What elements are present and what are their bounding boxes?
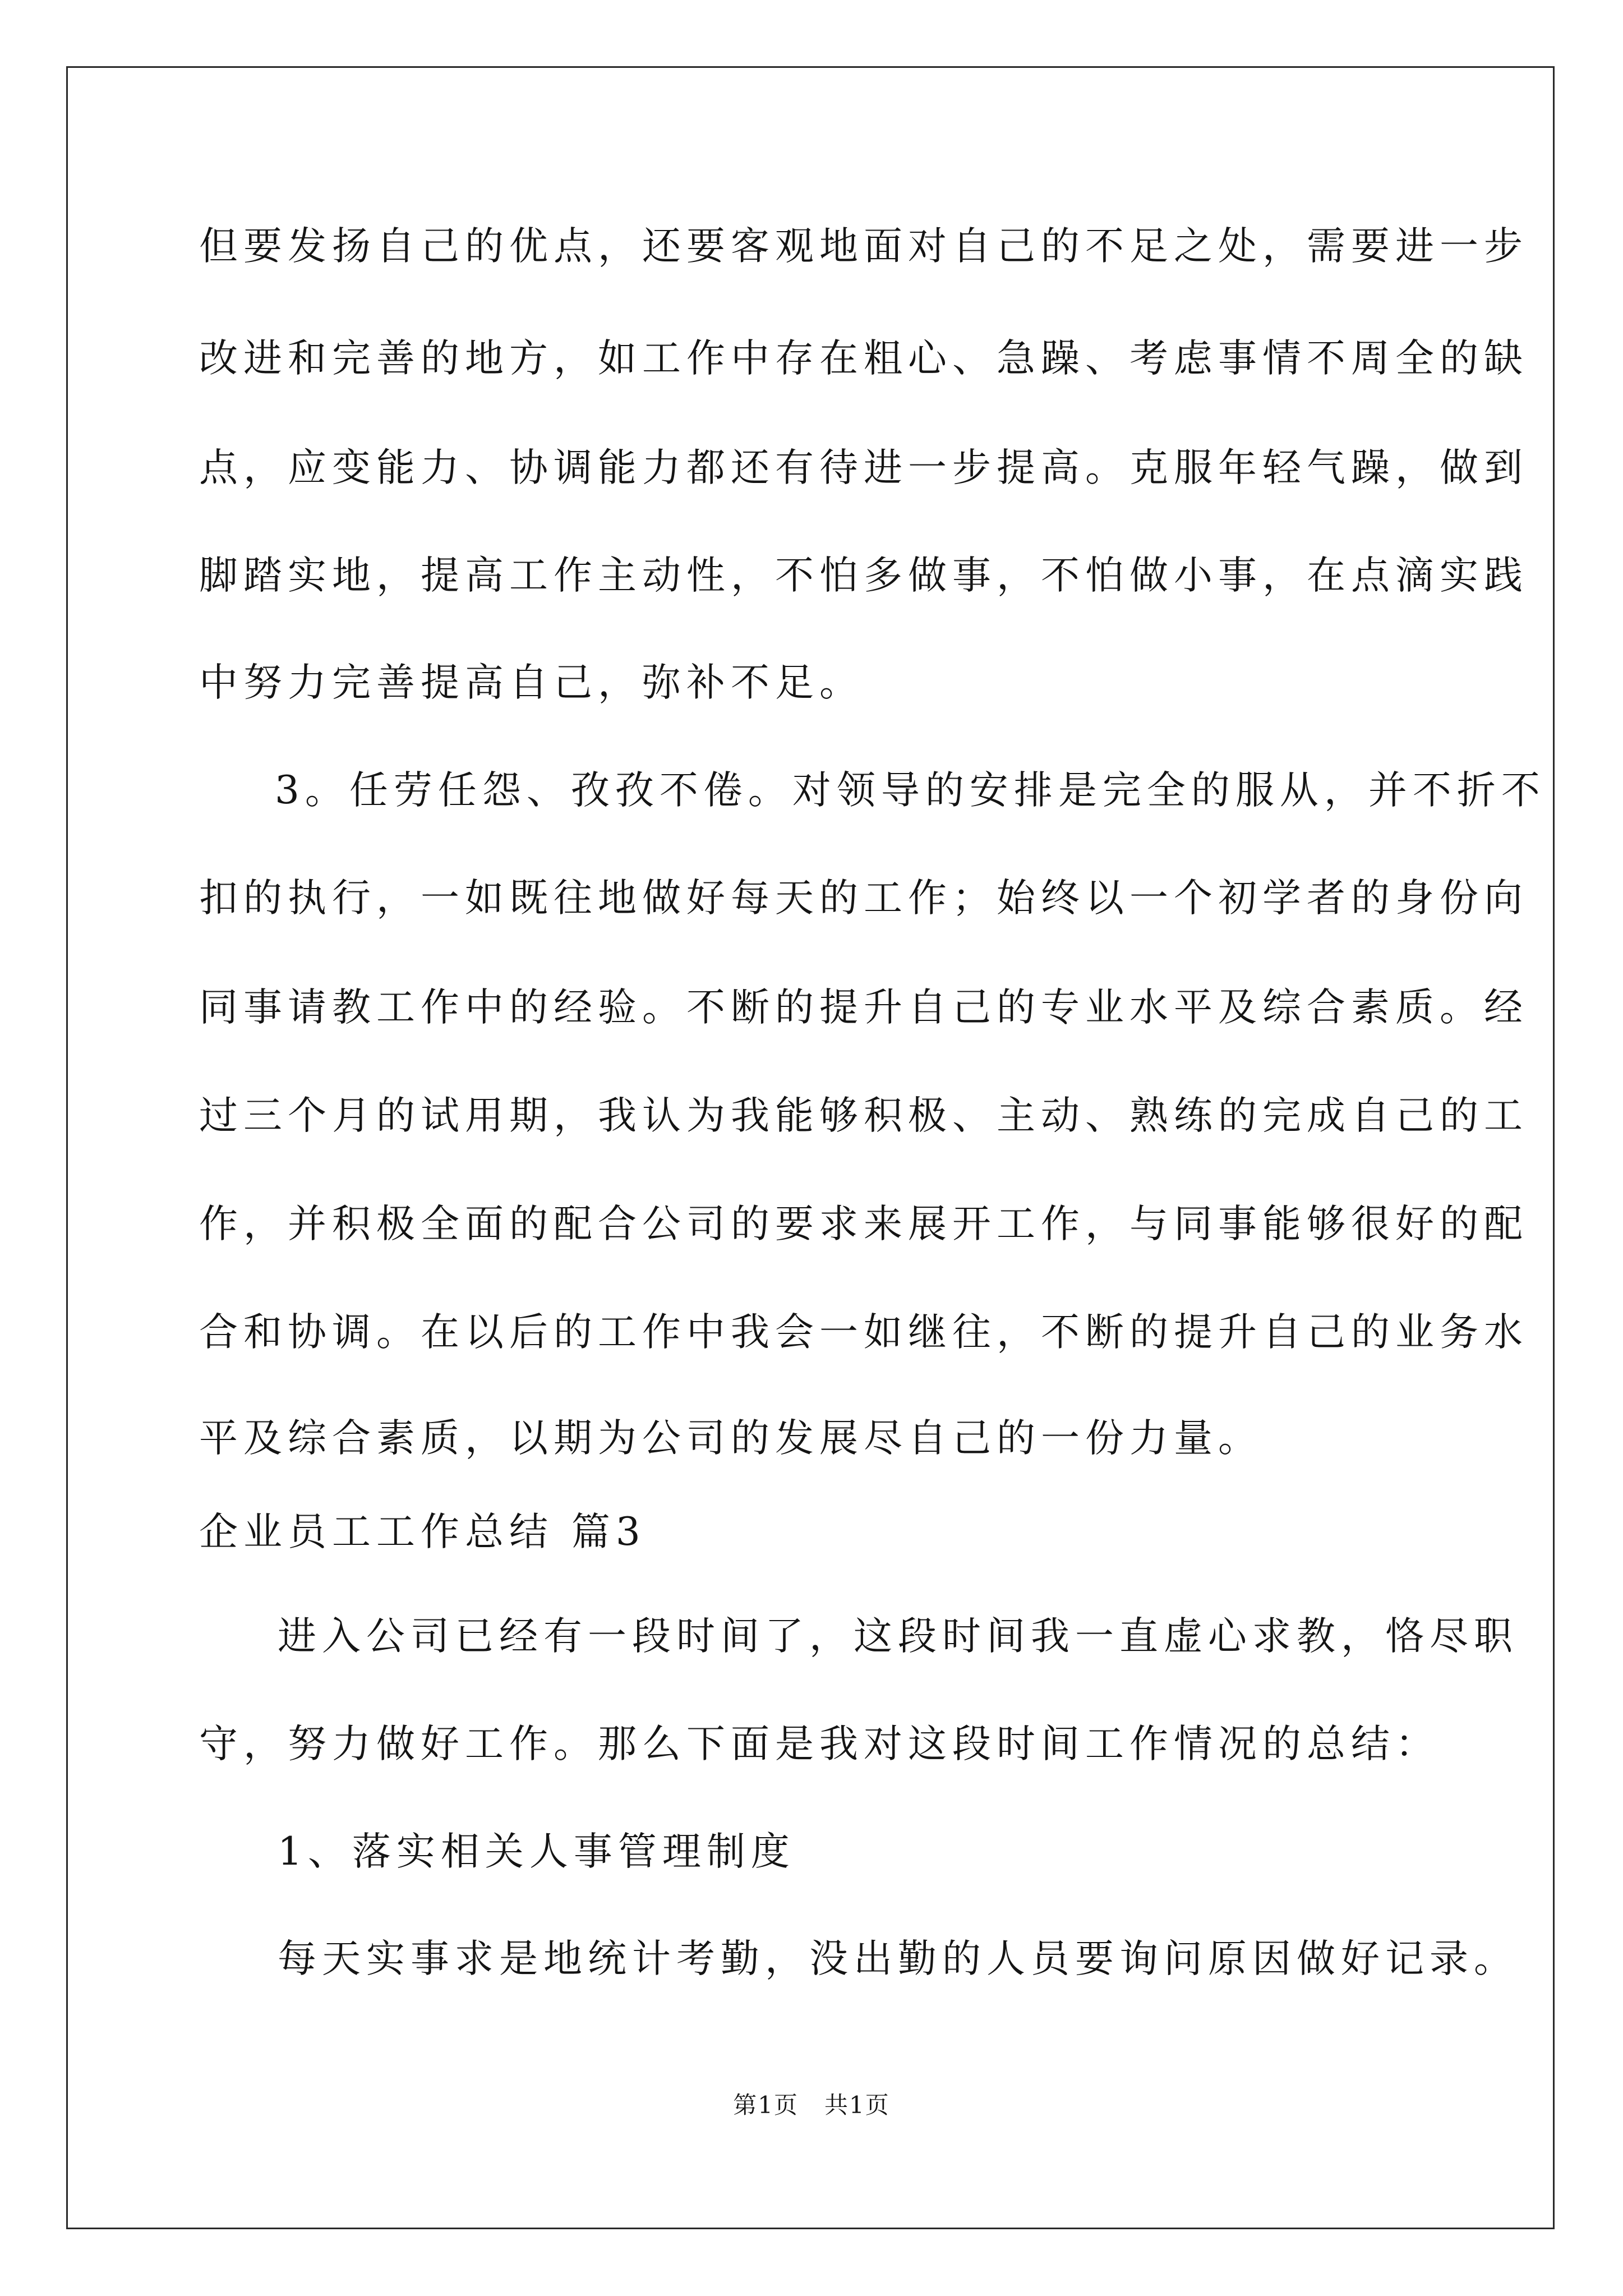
text-line-6: 3。任劳任怨、孜孜不倦。对领导的安排是完全的服从，并不折不 (275, 768, 1546, 813)
text-line-10: 作，并积极全面的配合公司的要求来展开工作，与同事能够很好的配 (199, 1202, 1528, 1246)
text-line-5: 中努力完善提高自己，弥补不足。 (199, 660, 864, 705)
page-border (66, 66, 1555, 2229)
text-line-4: 脚踏实地，提高工作主动性，不怕多做事，不怕做小事，在点滴实践 (199, 553, 1528, 598)
text-line-9: 过三个月的试用期，我认为我能够积极、主动、熟练的完成自己的工 (199, 1093, 1528, 1138)
text-line-12: 平及综合素质，以期为公司的发展尽自己的一份力量。 (199, 1416, 1262, 1461)
text-line-11: 合和协调。在以后的工作中我会一如继往，不断的提升自己的业务水 (199, 1310, 1528, 1355)
list-item-heading: 1、落实相关人事管理制度 (278, 1829, 795, 1874)
text-line-2: 改进和完善的地方，如工作中存在粗心、急躁、考虑事情不周全的缺 (199, 336, 1528, 381)
text-line-1: 但要发扬自己的优点，还要客观地面对自己的不足之处，需要进一步 (199, 224, 1528, 269)
text-line-7: 扣的执行，一如既往地做好每天的工作；始终以一个初学者的身份向 (199, 876, 1528, 921)
text-line-8: 同事请教工作中的经验。不断的提升自己的专业水平及综合素质。经 (199, 985, 1528, 1030)
text-line-15: 守，努力做好工作。那么下面是我对这段时间工作情况的总结： (199, 1722, 1440, 1766)
page-number-footer: 第1页 共1页 (733, 2091, 890, 2119)
text-line-3: 点，应变能力、协调能力都还有待进一步提高。克服年轻气躁，做到 (199, 445, 1528, 490)
section-heading: 企业员工工作总结 篇3 (199, 1510, 646, 1554)
text-line-14: 进入公司已经有一段时间了，这段时间我一直虚心求教，恪尽职 (278, 1614, 1518, 1659)
text-line-17: 每天实事求是地统计考勤，没出勤的人员要询问原因做好记录。 (278, 1936, 1518, 1981)
